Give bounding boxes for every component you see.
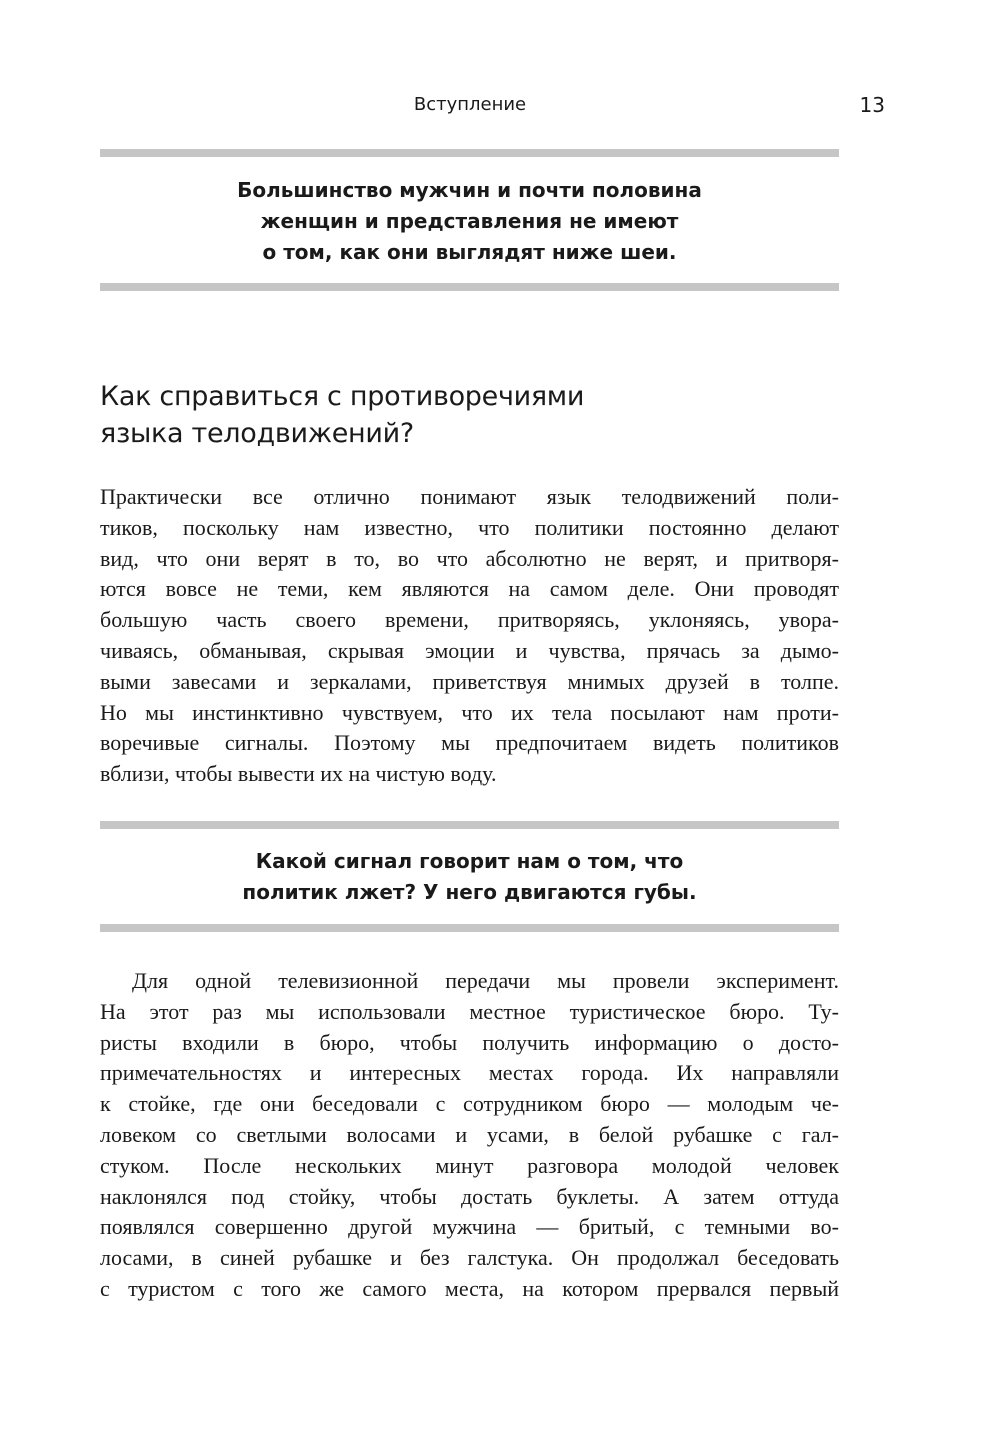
heading-line: языка телодвижений? <box>100 418 414 449</box>
text-line: большую часть своего времени, притворяясь, уклоняясь, увора- <box>100 607 839 633</box>
text-line: лосами, в синей рубашке и без галстука. Он продолжал беседовать <box>100 1245 839 1271</box>
callout-top-rule <box>100 821 839 829</box>
text-line: ристы входили в бюро, чтобы получить информацию о досто- <box>100 1029 839 1055</box>
page-number: 13 <box>859 93 885 117</box>
text-line: ловеком со светлыми волосами и усами, в белой рубашке с гал- <box>100 1121 839 1147</box>
pull-quote-line: Какой сигнал говорит нам о том, что <box>255 849 684 873</box>
text-line: Практически все отлично понимают язык телодвижений поли- <box>100 484 839 509</box>
text-line: Для одной телевизионной передачи мы провели эксперимент. <box>132 968 839 993</box>
text-line: стуком. После нескольких минут разговора молодой человек <box>100 1152 839 1178</box>
text-line: с туристом с того же самого места, на котором прервался первый <box>100 1275 839 1301</box>
text-line: вид, что они верят в то, во что абсолютно не верят, и притворя- <box>100 545 839 571</box>
text-line: вблизи, чтобы вывести их на чистую воду. <box>100 761 497 787</box>
body-paragraph-2 <box>100 966 839 1305</box>
running-header <box>100 92 885 122</box>
section-title: Вступление <box>413 94 527 115</box>
pull-quote-line: политик лжет? У него двигаются губы. <box>242 880 697 904</box>
callout-bottom-rule <box>100 283 839 291</box>
text-line: примечательностях и интересных местах города. Их направляли <box>100 1060 839 1086</box>
pull-quote-line: женщин и представления не имеют <box>260 209 679 233</box>
text-line: чиваясь, обманывая, скрывая эмоции и чувства, прячась за дымо- <box>100 637 839 663</box>
text-line: появлялся совершенно другой мужчина — бритый, с темными во- <box>100 1214 839 1240</box>
text-line: к стойке, где они беседовали с сотрудником бюро — молодым че- <box>100 1091 839 1117</box>
heading-line: Как справиться с противоречиями <box>100 381 585 412</box>
text-line: Но мы инстинктивно чувствуем, что их тела посылают нам проти- <box>100 699 839 725</box>
pull-quote-2 <box>100 846 839 908</box>
pull-quote-1 <box>100 175 839 268</box>
text-line: На этот раз мы использовали местное туристическое бюро. Ту- <box>100 998 839 1024</box>
text-line: наклонялся под стойку, чтобы достать буклеты. А затем оттуда <box>100 1183 839 1209</box>
text-line: ются вовсе не теми, кем являются на самом деле. Они проводят <box>100 576 839 602</box>
text-line: тиков, поскольку нам известно, что политики постоянно делают <box>100 514 839 540</box>
text-line: выми завесами и зеркалами, приветствуя мнимых друзей в толпе. <box>100 668 839 694</box>
body-paragraph-1 <box>100 482 839 790</box>
text-line: воречивые сигналы. Поэтому мы предпочитаем видеть политиков <box>100 730 839 756</box>
section-heading <box>100 378 839 452</box>
pull-quote-line: Большинство мужчин и почти половина <box>237 178 702 202</box>
pull-quote-line: о том, как они выглядят ниже шеи. <box>262 240 677 264</box>
callout-bottom-rule <box>100 924 839 932</box>
callout-top-rule <box>100 149 839 157</box>
